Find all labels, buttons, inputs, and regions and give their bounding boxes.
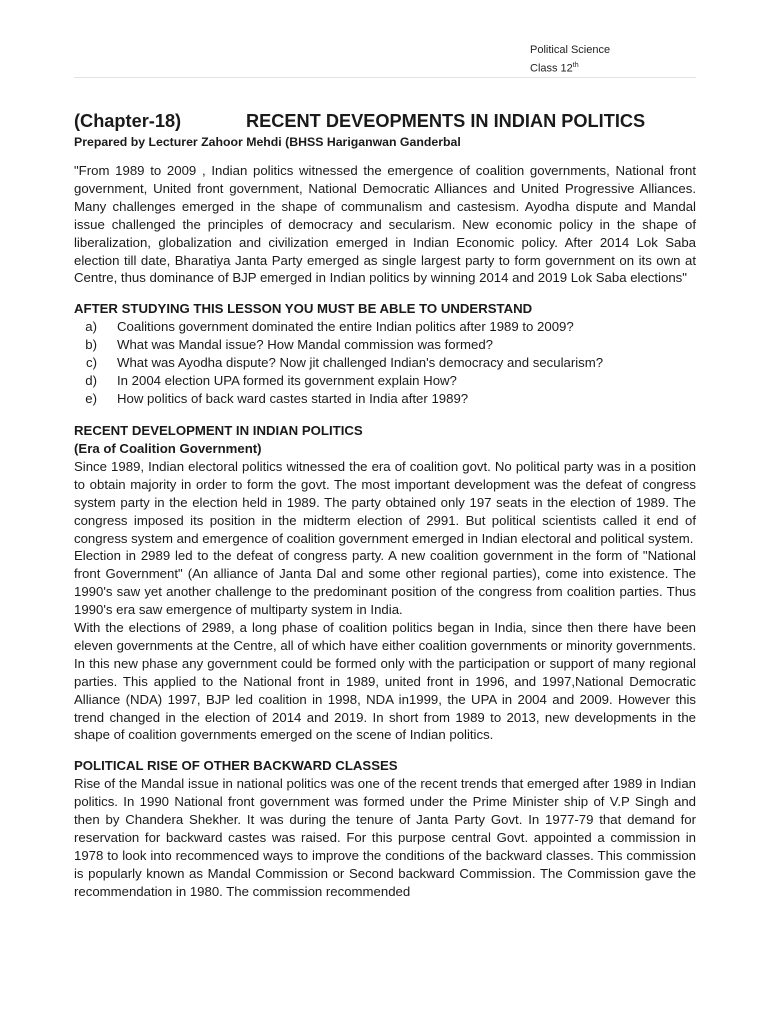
list-item (74, 354, 696, 372)
chapter-name: RECENT DEVEOPMENTS IN INDIAN POLITICS (246, 111, 646, 131)
objectives-list (74, 318, 696, 408)
document-body (74, 108, 696, 901)
list-text: Coalitions government dominated the entire Indian politics after 1989 to 2009? (117, 319, 574, 335)
chapter-number: (Chapter-18) (74, 111, 182, 131)
header-divider (74, 77, 696, 78)
section-subheading-coalition: (Era of Coalition Government) (74, 440, 262, 456)
list-text: In 2004 election UPA formed its government explain How? (117, 373, 457, 389)
body-paragraph: Since 1989, Indian electoral politics witnessed the era of coalition govt. No political party was in a position to obtain majority in order to form the govt. The most important development was the defeat of congress system party in the election held in 1989. The party obtained only 197 seats in the election of 1989. The congress imposed its position in the midterm election of 2991. But political scientists called it end of congress system and emergence of coalition government emerged in Indian electoral and political system. (74, 458, 696, 546)
chapter-title (74, 108, 696, 134)
list-item (74, 336, 696, 354)
section-heading-recent: RECENT DEVELOPMENT IN INDIAN POLITICS (74, 422, 363, 438)
body-paragraph: Rise of the Mandal issue in national politics was one of the recent trends that emerged after 1989 in Indian politics. In 1990 National front government was formed under the Prime Minister ship of V.P Singh and then by Chandera Shekher. It was during the tenure of Janta Party Govt. In 1977-79 that demand for reservation for backward castes was raised. For this purpose central Govt. appointed a commission in 1978 to look into recommenced ways to improve the conditions of the backward classes. This commission is popularly known as Mandal Commission or Second backward Commission. The Commission gave the recommendation in 1980. The commission recommended (74, 776, 696, 899)
author-line: Prepared by Lecturer Zahoor Mehdi (BHSS Hariganwan Ganderbal (74, 135, 461, 149)
class-superscript: th (572, 62, 579, 69)
list-marker: a) (85, 319, 97, 335)
body-paragraph: Election in 2989 led to the defeat of congress party. A new coalition government in the form of "National front Government" (An alliance of Janta Dal and some other regional parties), come into existence. The 1990's saw yet another challenge to the predominant position of the congress from coalition parties. Thus 1990's era saw emergence of multiparty system in India. (74, 548, 696, 618)
list-marker: c) (86, 355, 97, 371)
list-text: What was Mandal issue? How Mandal commission was formed? (117, 337, 493, 353)
list-marker: e) (85, 390, 97, 406)
subject-label: Political Science (530, 44, 611, 56)
list-item (74, 318, 696, 336)
list-text: What was Ayodha dispute? Now jit challenged Indian's democracy and secularism? (117, 355, 604, 371)
intro-quote: "From 1989 to 2009 , Indian politics witnessed the emergence of coalition governments, National front government, United front government, National Democratic Alliances and United Progressive Alliances. Many challenges emerged in the shape of communalism and castesism. Ayodha dispute and Mandal issue challenged the principles of democracy and secularism. New economic policy in the shape of liberalization, globalization and civilization emerged in Indian Economic policy. After 2014 Lok Saba election till date, Bharatiya Janta Party emerged as single largest party to form government on its own at Centre, thus dominance of BJP emerged in Indian politics by winning 2014 and 2019 Lok Saba elections" (74, 163, 696, 286)
list-text: How politics of back ward castes started in India after 1989? (117, 390, 469, 406)
list-marker: b) (85, 337, 97, 353)
list-marker: d) (85, 373, 97, 389)
class-prefix: Class 12 (530, 62, 573, 75)
body-paragraph: With the elections of 2989, a long phase of coalition politics began in India, since then there have been eleven governments at the Centre, all of which have either coalition governments or minority governments. In this new phase any government could be formed only with the participation or support of many regional parties. This applied to the National front in 1989, united front in 1996, and 1997,National Democratic Alliance (NDA) 1997, BJP led coalition in 1998, NDA in1999, the UPA in 2004 and 2009. However this trend changed in the election of 2014 and 2019. In short from 1989 to 2013, new developments in the shape of coalition governments emerged on the scene of Indian politics. (74, 620, 696, 743)
objectives-heading: AFTER STUDYING THIS LESSON YOU MUST BE ABLE TO UNDERSTAND (74, 301, 533, 317)
list-item (74, 390, 696, 408)
section-heading-obc: POLITICAL RISE OF OTHER BACKWARD CLASSES (74, 758, 398, 774)
list-item (74, 372, 696, 390)
class-label (530, 58, 610, 77)
page-header (530, 43, 610, 77)
